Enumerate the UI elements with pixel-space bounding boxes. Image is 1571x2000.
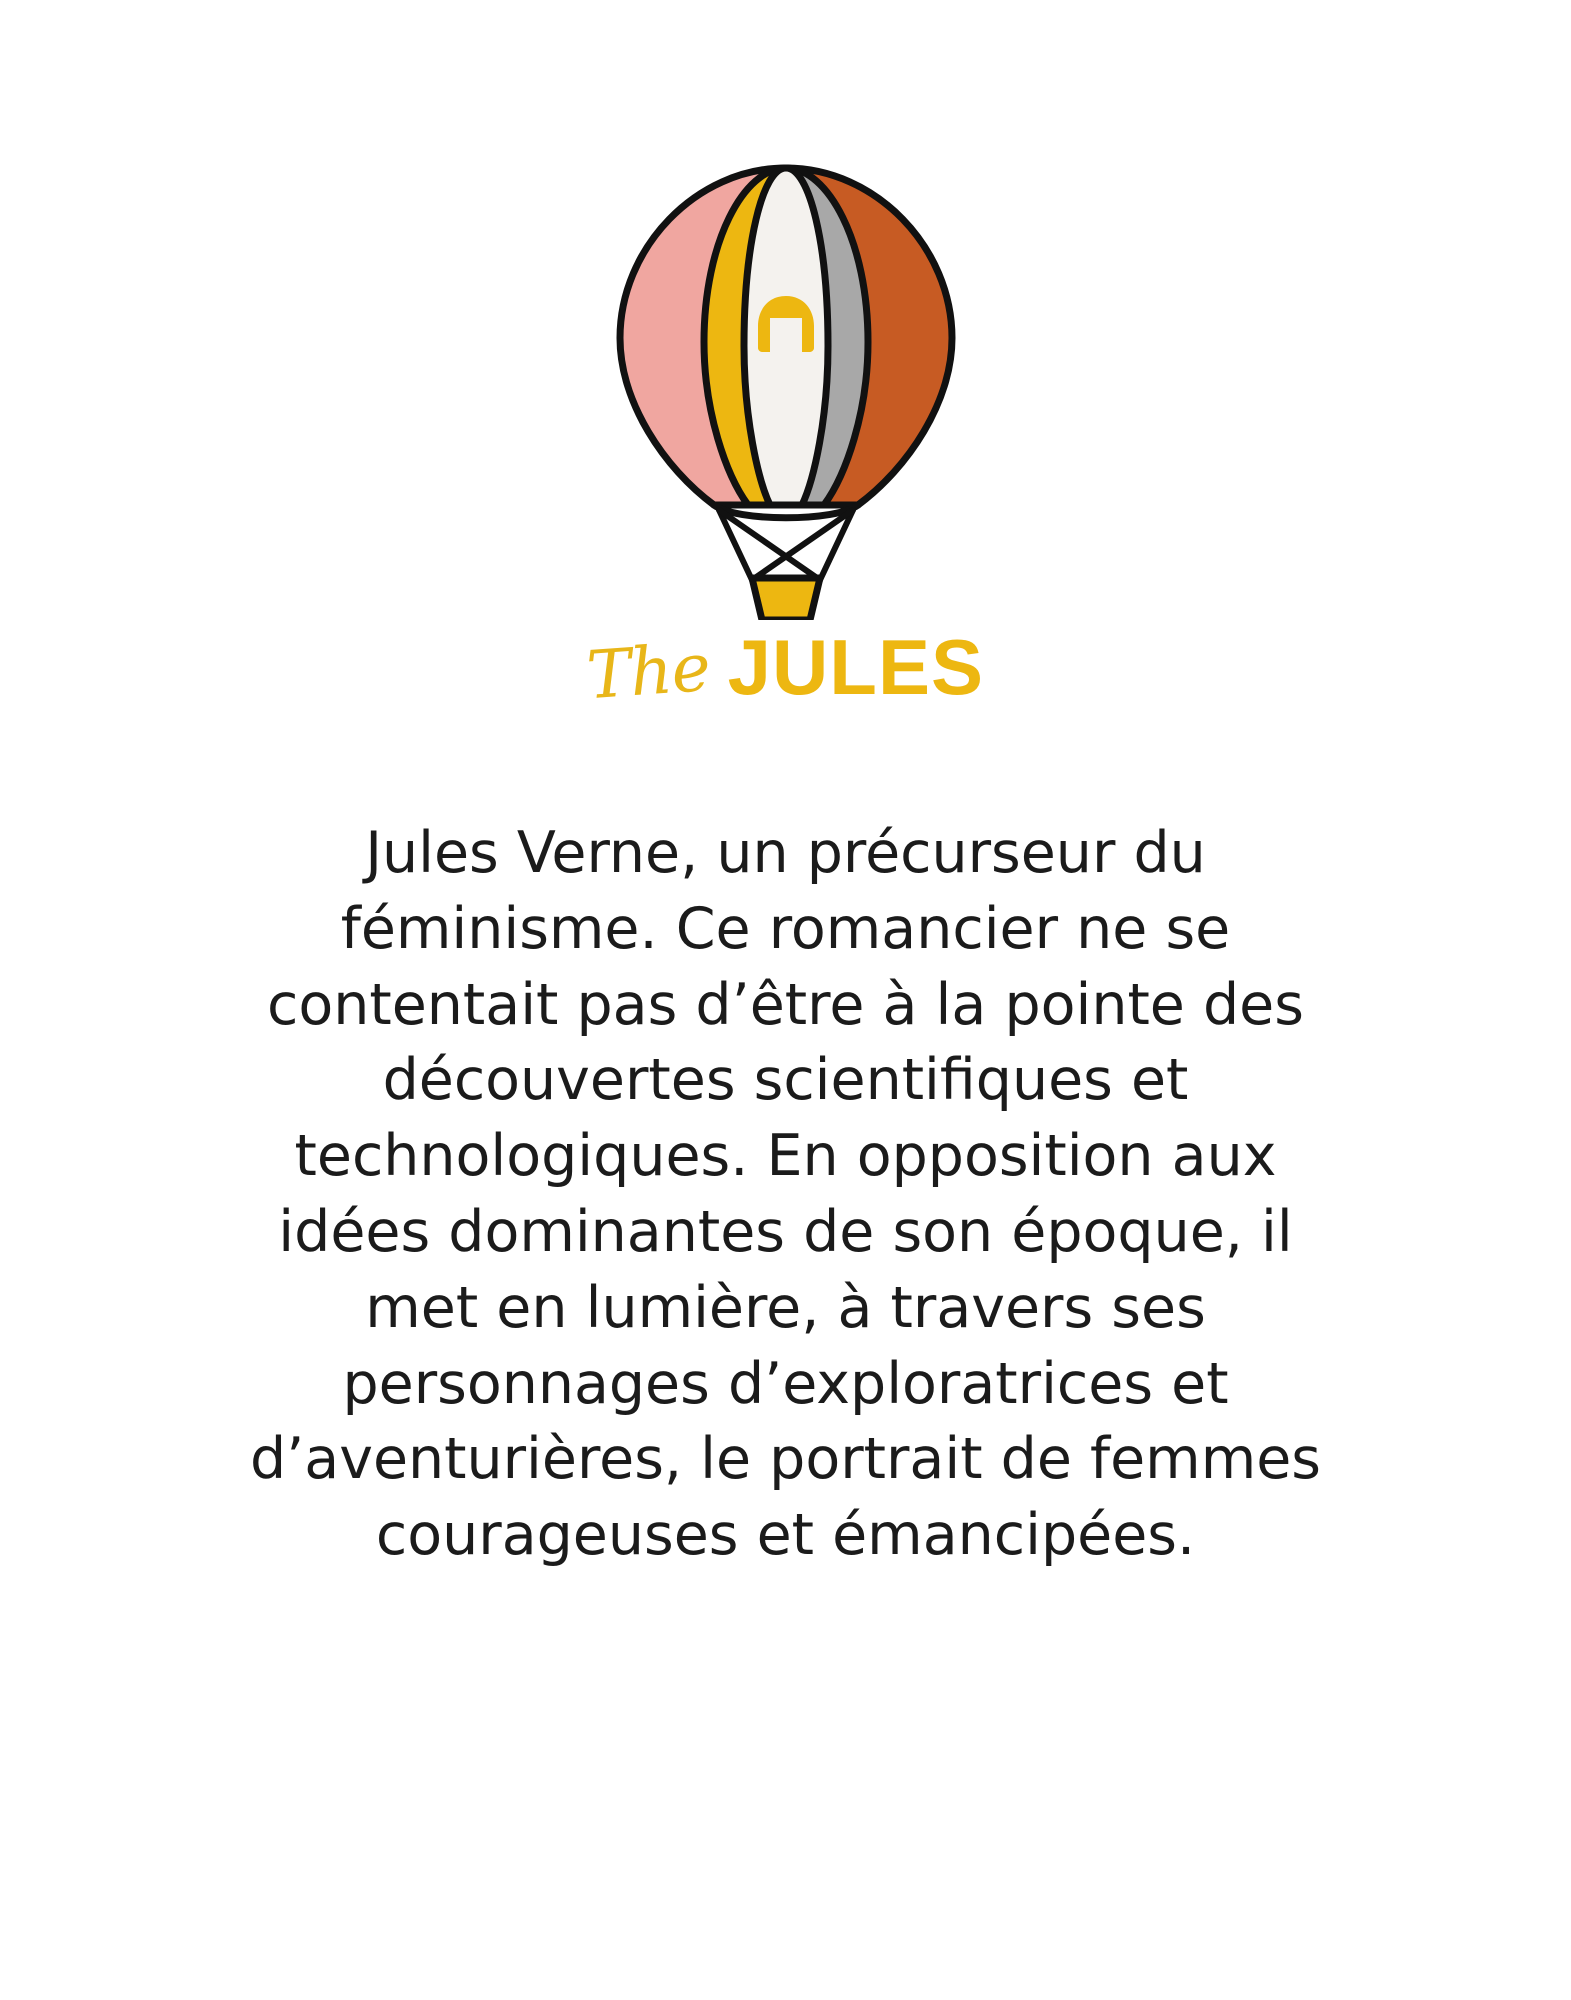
wordmark [584, 623, 984, 715]
logo-block [576, 150, 996, 715]
body-paragraph: Jules Verne, un précurseur du féminisme. Ce romancier ne se contentait pas d’être à la pointe des découvertes scientifiques et technologiques. En opposition aux idées dominantes de son époque, il met en lumière, à travers ses personnages d’exploratrices et d’aventurières, le portrait de femmes courageuses et émancipées. [249, 820, 1321, 1569]
wordmark-bold-jules: JULES [727, 623, 984, 711]
wordmark-script-the: The [584, 628, 713, 715]
hot-air-balloon-icon [576, 150, 996, 620]
